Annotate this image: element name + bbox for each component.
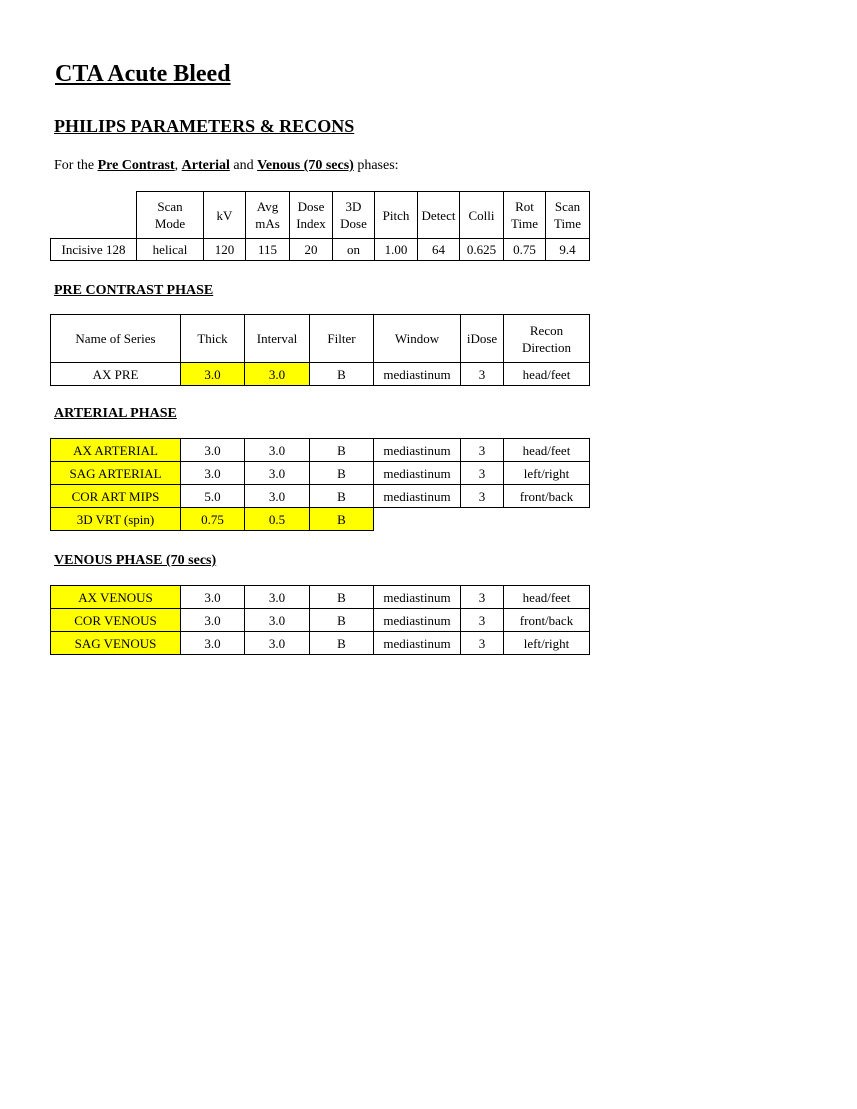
cell-direction: head/feet <box>504 439 590 462</box>
header-line: Mode <box>154 216 186 231</box>
cell-idose: 3 <box>461 363 504 386</box>
intro-phase-arterial: Arterial <box>181 158 230 173</box>
header-rot-time <box>504 192 546 239</box>
header-scan-mode <box>137 192 204 239</box>
cell-scan-time: 9.4 <box>546 239 590 261</box>
cell-series-name: 3D VRT (spin) <box>51 508 181 531</box>
cell-filter: B <box>310 609 374 632</box>
header-name-of-series: Name of Series <box>51 315 181 363</box>
cell-interval: 3.0 <box>245 609 310 632</box>
cell-direction: front/back <box>504 485 590 508</box>
cell-thick: 3.0 <box>181 462 245 485</box>
table-row <box>51 609 590 632</box>
header-filter: Filter <box>310 315 374 363</box>
header-kv: kV <box>204 192 246 239</box>
cell-direction: left/right <box>504 632 590 655</box>
header-line: Time <box>554 216 581 231</box>
venous-heading: VENOUS PHASE (70 secs) <box>54 553 217 568</box>
scan-parameters-table <box>50 191 590 261</box>
cell-dose-index: 20 <box>290 239 333 261</box>
table-header-row <box>51 192 590 239</box>
header-line: Dose <box>297 199 325 214</box>
cell-thick: 3.0 <box>181 632 245 655</box>
pre-contrast-heading: PRE CONTRAST PHASE <box>54 283 214 298</box>
intro-phase-pre-contrast: Pre Contrast <box>97 158 175 173</box>
empty-cell <box>51 192 137 239</box>
cell-window: mediastinum <box>374 632 461 655</box>
cell-filter: B <box>310 439 374 462</box>
cell-thick: 5.0 <box>181 485 245 508</box>
cell-direction: head/feet <box>504 586 590 609</box>
cell-idose: 3 <box>461 586 504 609</box>
cell-thick: 0.75 <box>181 508 245 531</box>
cell-interval: 3.0 <box>245 363 310 386</box>
cell-idose: 3 <box>461 439 504 462</box>
cell-filter: B <box>310 632 374 655</box>
header-window: Window <box>374 315 461 363</box>
cell-thick: 3.0 <box>181 586 245 609</box>
table-row <box>51 462 590 485</box>
header-line: Time <box>511 216 538 231</box>
cell-series-name: COR VENOUS <box>51 609 181 632</box>
cell-direction: front/back <box>504 609 590 632</box>
header-line: Index <box>296 216 326 231</box>
header-line: Scan <box>554 199 581 214</box>
cell-series-name: COR ART MIPS <box>51 485 181 508</box>
cell-kv: 120 <box>204 239 246 261</box>
cell-series-name: AX ARTERIAL <box>51 439 181 462</box>
header-3d-dose <box>333 192 375 239</box>
cell-filter: B <box>310 508 374 531</box>
intro-sep: and <box>229 158 258 173</box>
header-colli: Colli <box>460 192 504 239</box>
table-row <box>51 508 590 531</box>
cell-direction: head/feet <box>504 363 590 386</box>
table-row <box>51 439 590 462</box>
cell-scanner: Incisive 128 <box>51 239 137 261</box>
cell-detect: 64 <box>418 239 460 261</box>
header-line: 3D <box>345 199 362 214</box>
table-row <box>51 485 590 508</box>
header-line: Avg <box>256 199 279 214</box>
cell-filter: B <box>310 462 374 485</box>
header-line: Recon <box>529 322 564 338</box>
cell-avg-mas: 115 <box>246 239 290 261</box>
venous-table <box>50 585 590 655</box>
cell-series-name: SAG VENOUS <box>51 632 181 655</box>
header-interval: Interval <box>245 315 310 363</box>
header-avg-mas <box>246 192 290 239</box>
cell-pitch: 1.00 <box>375 239 418 261</box>
intro-prefix: For the <box>54 158 98 173</box>
intro-sep: , <box>174 158 182 173</box>
header-dose-index <box>290 192 333 239</box>
cell-idose: 3 <box>461 632 504 655</box>
header-scan-time <box>546 192 590 239</box>
cell-window: mediastinum <box>374 485 461 508</box>
cell-thick: 3.0 <box>181 609 245 632</box>
header-line: Scan <box>157 199 183 214</box>
arterial-table <box>50 438 590 531</box>
header-thick: Thick <box>181 315 245 363</box>
empty-cell <box>461 508 504 531</box>
header-line: Rot <box>515 199 534 214</box>
header-detect: Detect <box>418 192 460 239</box>
header-line: Direction <box>521 339 572 355</box>
cell-window: mediastinum <box>374 586 461 609</box>
cell-idose: 3 <box>461 462 504 485</box>
cell-direction: left/right <box>504 462 590 485</box>
header-line: mAs <box>255 216 280 231</box>
cell-interval: 3.0 <box>245 586 310 609</box>
cell-window: mediastinum <box>374 363 461 386</box>
cell-3d-dose: on <box>333 239 375 261</box>
table-row <box>51 586 590 609</box>
table-row <box>51 363 590 386</box>
cell-rot-time: 0.75 <box>504 239 546 261</box>
cell-window: mediastinum <box>374 439 461 462</box>
intro-phase-venous: Venous (70 secs) <box>257 158 354 173</box>
cell-window: mediastinum <box>374 462 461 485</box>
arterial-heading: ARTERIAL PHASE <box>54 406 177 421</box>
table-row <box>51 239 590 261</box>
cell-series-name: AX PRE <box>51 363 181 386</box>
cell-filter: B <box>310 363 374 386</box>
cell-colli: 0.625 <box>460 239 504 261</box>
intro-text <box>54 157 399 175</box>
cell-series-name: SAG ARTERIAL <box>51 462 181 485</box>
cell-window: mediastinum <box>374 609 461 632</box>
cell-series-name: AX VENOUS <box>51 586 181 609</box>
header-recon-direction <box>504 315 590 363</box>
cell-filter: B <box>310 485 374 508</box>
cell-filter: B <box>310 586 374 609</box>
pre-contrast-table <box>50 314 590 386</box>
cell-thick: 3.0 <box>181 363 245 386</box>
table-row <box>51 632 590 655</box>
page-title: CTA Acute Bleed <box>55 61 231 87</box>
header-line: Dose <box>340 216 367 231</box>
empty-cell <box>504 508 590 531</box>
cell-thick: 3.0 <box>181 439 245 462</box>
header-idose: iDose <box>461 315 504 363</box>
cell-scan-mode: helical <box>137 239 204 261</box>
intro-suffix: phases: <box>353 158 399 173</box>
header-pitch: Pitch <box>375 192 418 239</box>
cell-interval: 3.0 <box>245 462 310 485</box>
cell-interval: 0.5 <box>245 508 310 531</box>
cell-interval: 3.0 <box>245 439 310 462</box>
section-title: PHILIPS PARAMETERS & RECONS <box>54 116 355 136</box>
cell-idose: 3 <box>461 485 504 508</box>
cell-interval: 3.0 <box>245 632 310 655</box>
cell-interval: 3.0 <box>245 485 310 508</box>
empty-cell <box>374 508 461 531</box>
cell-idose: 3 <box>461 609 504 632</box>
table-header-row <box>51 315 590 363</box>
